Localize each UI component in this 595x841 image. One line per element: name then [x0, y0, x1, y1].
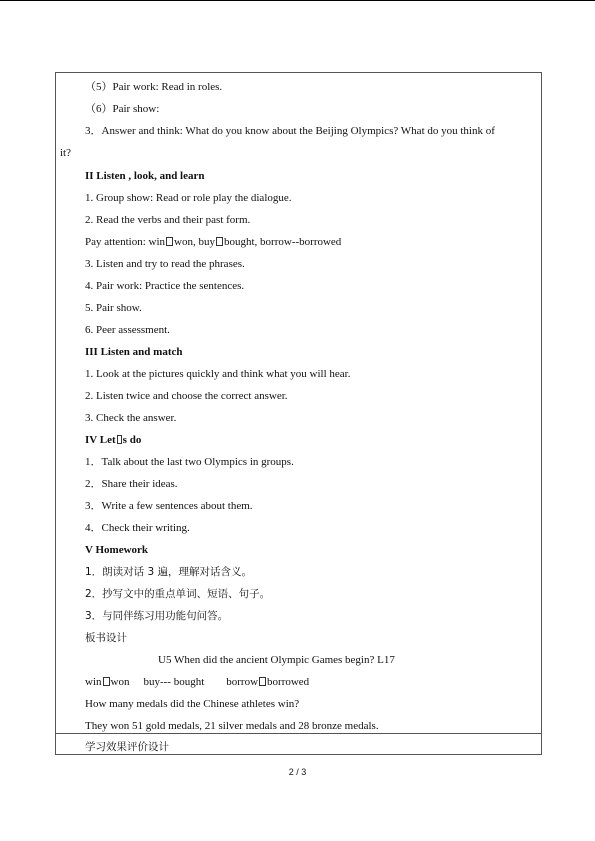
lets-do-rest: s do [122, 434, 142, 446]
section-iii-heading: III Listen and match [85, 346, 183, 358]
pay-attention-bought: bought, borrow--borrowed [224, 236, 342, 248]
iii-step-3: 3. Check the answer. [85, 412, 177, 424]
page-number: 2 / 3 [288, 767, 307, 777]
table-row-divider [55, 733, 542, 734]
missing-glyph-box [216, 237, 223, 246]
ii-step-5: 5. Pair show. [85, 302, 142, 314]
missing-glyph-box [117, 435, 122, 444]
homework-2: 2．抄写文中的重点单词、短语、句子。 [85, 588, 271, 600]
iv-step-2: 2．Share their ideas. [85, 478, 178, 490]
step-pair-work: （5）Pair work: Read in roles. [85, 81, 223, 93]
section-ii-heading: II Listen , look, and learn [85, 170, 205, 182]
iii-step-1: 1. Look at the pictures quickly and think what you will hear. [85, 368, 351, 380]
iv-step-1: 1．Talk about the last two Olympics in groups. [85, 456, 294, 468]
homework-1: 1．朗读对话 3 遍，理解对话含义。 [85, 566, 253, 578]
top-rule [0, 0, 595, 1]
board-design-heading: 板书设计 [85, 632, 127, 644]
step-answer-think-cont: it? [60, 147, 71, 159]
pay-attention-prefix: Pay attention: win [85, 236, 166, 248]
ii-step-1: 1. Group show: Read or role play the dialogue. [85, 192, 292, 204]
section-v-heading: V Homework [85, 544, 149, 556]
step-pair-show: （6）Pair show: [85, 103, 160, 115]
ii-step-4: 4. Pair work: Practice the sentences. [85, 280, 245, 292]
ii-step-2: 2. Read the verbs and their past form. [85, 214, 251, 226]
assessment-heading: 学习效果评价设计 [85, 741, 169, 753]
missing-glyph-box [259, 677, 266, 686]
board-word-forms: win won buy--- bought borrow borrowed [85, 676, 310, 688]
ii-step-3: 3. Listen and try to read the phrases. [85, 258, 245, 270]
board-answer: They won 51 gold medals, 21 silver medals and 28 bronze medals. [85, 720, 379, 732]
board-question: How many medals did the Chinese athletes win? [85, 698, 300, 710]
board-title: U5 When did the ancient Olympic Games begin? L17 [158, 654, 395, 666]
section-iv-heading [85, 433, 141, 447]
ii-step-6: 6. Peer assessment. [85, 324, 170, 336]
pay-attention-line [85, 235, 341, 249]
step-answer-think: 3．Answer and think: What do you know about the Beijing Olympics? What do you think of [85, 125, 495, 137]
iii-step-2: 2. Listen twice and choose the correct answer. [85, 390, 288, 402]
iv-step-3: 3．Write a few sentences about them. [85, 500, 253, 512]
missing-glyph-box [166, 237, 173, 246]
lets-do-numeral: IV Let [85, 434, 116, 446]
homework-3: 3．与同伴练习用功能句问答。 [85, 610, 229, 622]
missing-glyph-box [103, 677, 110, 686]
pay-attention-won: won, buy [174, 236, 215, 248]
iv-step-4: 4．Check their writing. [85, 522, 190, 534]
